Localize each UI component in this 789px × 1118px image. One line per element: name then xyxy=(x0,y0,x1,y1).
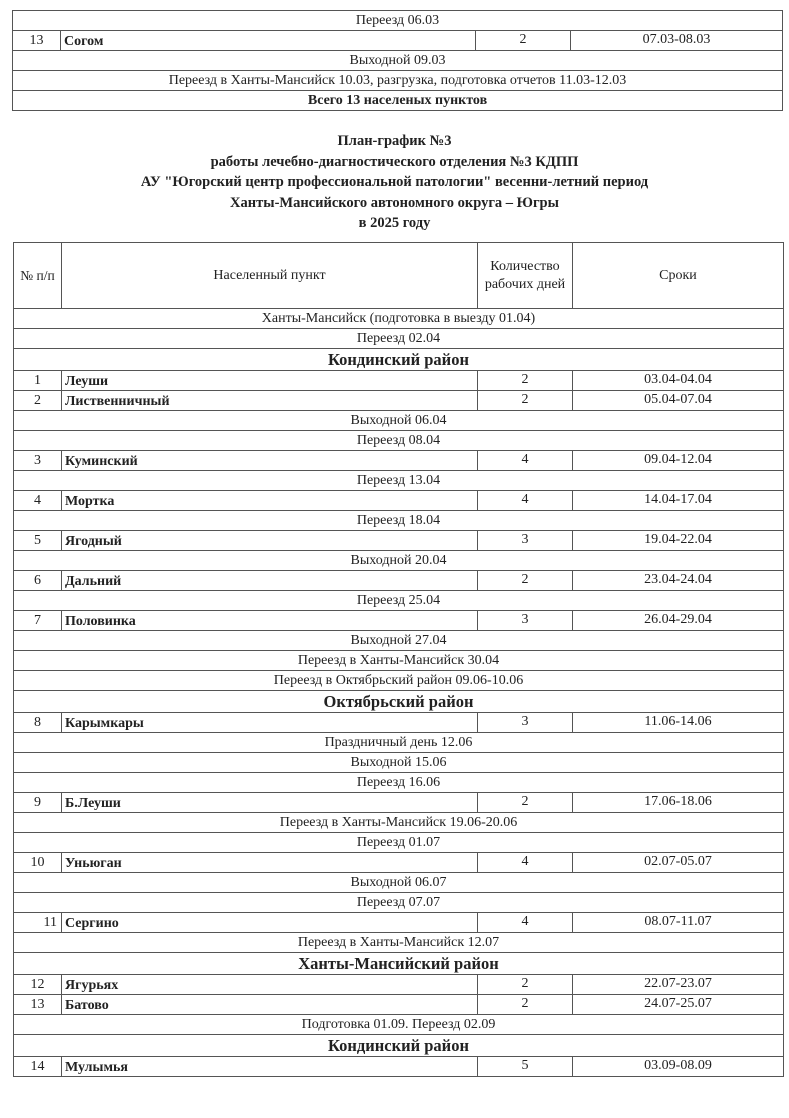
note-text: Переезд 16.06 xyxy=(14,773,784,793)
schedule-table-body xyxy=(14,309,784,1077)
row-number: 13 xyxy=(13,31,61,51)
working-days: 2 xyxy=(478,793,573,813)
note-text: Праздничный день 12.06 xyxy=(14,733,784,753)
note-text: Переезд 18.04 xyxy=(14,511,784,531)
row-number: 7 xyxy=(14,611,62,631)
row-number: 9 xyxy=(14,793,62,813)
settlement-row xyxy=(14,975,784,995)
date-range: 02.07-05.07 xyxy=(573,853,784,873)
title-line-region: Ханты-Мансийского автономного округа – Югры xyxy=(230,194,559,211)
note-text: Подготовка 01.09. Переезд 02.09 xyxy=(14,1015,784,1035)
note-text: Переезд в Ханты-Мансийск 12.07 xyxy=(14,933,784,953)
district-row xyxy=(14,1035,784,1057)
settlement-name: Согом xyxy=(61,31,476,51)
note-row xyxy=(14,551,784,571)
settlement-name: Лиственничный xyxy=(62,391,478,411)
settlement-row xyxy=(14,491,784,511)
note-row xyxy=(14,671,784,691)
row-number: 8 xyxy=(14,713,62,733)
title-line-year: в 2025 году xyxy=(358,215,431,231)
date-range: 11.06-14.06 xyxy=(573,713,784,733)
note-text: Ханты-Мансийск (подготовка в выезду 01.04) xyxy=(14,309,784,329)
settlement-name: Леуши xyxy=(62,371,478,391)
settlement-name: Мортка xyxy=(62,491,478,511)
settlement-row xyxy=(14,391,784,411)
working-days: 3 xyxy=(478,713,573,733)
note-text: Переезд 25.04 xyxy=(14,591,784,611)
date-range: 22.07-23.07 xyxy=(573,975,784,995)
note-row xyxy=(14,431,784,451)
date-range: 19.04-22.04 xyxy=(573,531,784,551)
note-text: Выходной 06.07 xyxy=(14,873,784,893)
note-text: Переезд 13.04 xyxy=(14,471,784,491)
settlement-row xyxy=(14,611,784,631)
note-text: Переезд 07.07 xyxy=(14,893,784,913)
note-text: Переезд в Ханты-Мансийск 19.06-20.06 xyxy=(14,813,784,833)
note-text: Переезд в Ханты-Мансийск 30.04 xyxy=(14,651,784,671)
working-days: 2 xyxy=(478,995,573,1015)
district-row xyxy=(14,349,784,371)
note-text: Выходной 27.04 xyxy=(14,631,784,651)
note-text: Переезд 02.04 xyxy=(14,329,784,349)
working-days: 4 xyxy=(478,913,573,933)
date-range: 03.04-04.04 xyxy=(573,371,784,391)
header-name: Населенный пункт xyxy=(62,243,478,309)
settlement-name: Сергино xyxy=(62,913,478,933)
note-text: Переезд 06.03 xyxy=(13,11,783,31)
working-days: 2 xyxy=(478,391,573,411)
settlement-name: Ягодный xyxy=(62,531,478,551)
row-number: 4 xyxy=(14,491,62,511)
district-name: Ханты-Мансийский район xyxy=(14,953,784,975)
date-range: 03.09-08.09 xyxy=(573,1057,784,1077)
settlement-row xyxy=(14,571,784,591)
note-text: Выходной 20.04 xyxy=(14,551,784,571)
working-days: 2 xyxy=(478,571,573,591)
note-row xyxy=(14,631,784,651)
settlement-row xyxy=(14,853,784,873)
schedule-table xyxy=(13,242,784,1077)
settlement-row xyxy=(14,531,784,551)
working-days: 3 xyxy=(478,531,573,551)
note-text: Выходной 09.03 xyxy=(13,51,783,71)
date-range: 05.04-07.04 xyxy=(573,391,784,411)
working-days: 4 xyxy=(478,853,573,873)
date-range: 24.07-25.07 xyxy=(573,995,784,1015)
date-range: 08.07-11.07 xyxy=(573,913,784,933)
date-range: 26.04-29.04 xyxy=(573,611,784,631)
schedule-table-header xyxy=(14,243,784,309)
district-name: Кондинский район xyxy=(14,1035,784,1057)
note-row xyxy=(14,309,784,329)
settlement-row xyxy=(14,451,784,471)
settlement-name: Половинка xyxy=(62,611,478,631)
settlement-name: Батово xyxy=(62,995,478,1015)
settlement-row xyxy=(14,913,784,933)
settlement-row xyxy=(13,31,783,51)
note-text: Переезд 01.07 xyxy=(14,833,784,853)
note-text: Выходной 15.06 xyxy=(14,753,784,773)
settlement-name: Мулымья xyxy=(62,1057,478,1077)
note-row xyxy=(14,833,784,853)
working-days: 3 xyxy=(478,611,573,631)
working-days: 4 xyxy=(478,491,573,511)
previous-schedule-body xyxy=(13,11,783,111)
header-dates: Сроки xyxy=(573,243,784,309)
row-number: 10 xyxy=(14,853,62,873)
date-range: 07.03-08.03 xyxy=(571,31,783,51)
note-row xyxy=(14,411,784,431)
settlement-row xyxy=(14,371,784,391)
note-row xyxy=(14,733,784,753)
total-row xyxy=(13,91,783,111)
settlement-name: Куминский xyxy=(62,451,478,471)
settlement-row xyxy=(14,995,784,1015)
note-text: Выходной 06.04 xyxy=(14,411,784,431)
row-number: 6 xyxy=(14,571,62,591)
note-row xyxy=(13,71,783,91)
row-number: 3 xyxy=(14,451,62,471)
header-days: Количество рабочих дней xyxy=(478,243,573,309)
working-days: 2 xyxy=(478,975,573,995)
title-line-organization: АУ "Югорский центр профессиональной патологии" весенни-летний период xyxy=(140,174,649,190)
note-row xyxy=(14,873,784,893)
note-row xyxy=(14,591,784,611)
working-days: 2 xyxy=(476,31,571,51)
note-row xyxy=(14,329,784,349)
district-row xyxy=(14,691,784,713)
row-number: 1 xyxy=(14,371,62,391)
title-line-plan: План-график №3 xyxy=(337,133,452,149)
settlement-name: Б.Леуши xyxy=(62,793,478,813)
settlement-name: Уньюган xyxy=(62,853,478,873)
note-row xyxy=(14,511,784,531)
settlement-name: Дальний xyxy=(62,571,478,591)
note-row xyxy=(13,51,783,71)
note-text: Переезд 08.04 xyxy=(14,431,784,451)
note-row xyxy=(14,1015,784,1035)
working-days: 4 xyxy=(478,451,573,471)
note-row xyxy=(14,651,784,671)
working-days: 2 xyxy=(478,371,573,391)
header-num: № п/п xyxy=(14,243,62,309)
settlement-row xyxy=(14,1057,784,1077)
working-days: 5 xyxy=(478,1057,573,1077)
title-line-department: работы лечебно-диагностического отделения №3 КДПП xyxy=(210,153,579,170)
settlement-row xyxy=(14,793,784,813)
previous-schedule-table xyxy=(12,10,783,111)
note-row xyxy=(14,773,784,793)
date-range: 09.04-12.04 xyxy=(573,451,784,471)
row-number: 12 xyxy=(14,975,62,995)
note-row xyxy=(13,11,783,31)
district-name: Кондинский район xyxy=(14,349,784,371)
note-text: Переезд в Ханты-Мансийск 10.03, разгрузка, подготовка отчетов 11.03-12.03 xyxy=(13,71,783,91)
date-range: 14.04-17.04 xyxy=(573,491,784,511)
row-number: 11 xyxy=(14,913,62,933)
row-number: 2 xyxy=(14,391,62,411)
note-row xyxy=(14,753,784,773)
note-row xyxy=(14,893,784,913)
note-row xyxy=(14,471,784,491)
settlement-row xyxy=(14,713,784,733)
row-number: 14 xyxy=(14,1057,62,1077)
row-number: 5 xyxy=(14,531,62,551)
note-text: Переезд в Октябрьский район 09.06-10.06 xyxy=(14,671,784,691)
district-name: Октябрьский район xyxy=(14,691,784,713)
settlement-name: Карымкары xyxy=(62,713,478,733)
row-number: 13 xyxy=(14,995,62,1015)
settlement-name: Ягурьях xyxy=(62,975,478,995)
header-row xyxy=(14,243,784,309)
district-row xyxy=(14,953,784,975)
total-text: Всего 13 населеных пунктов xyxy=(13,91,783,111)
date-range: 17.06-18.06 xyxy=(573,793,784,813)
document-title xyxy=(0,131,789,234)
note-row xyxy=(14,813,784,833)
note-row xyxy=(14,933,784,953)
date-range: 23.04-24.04 xyxy=(573,571,784,591)
